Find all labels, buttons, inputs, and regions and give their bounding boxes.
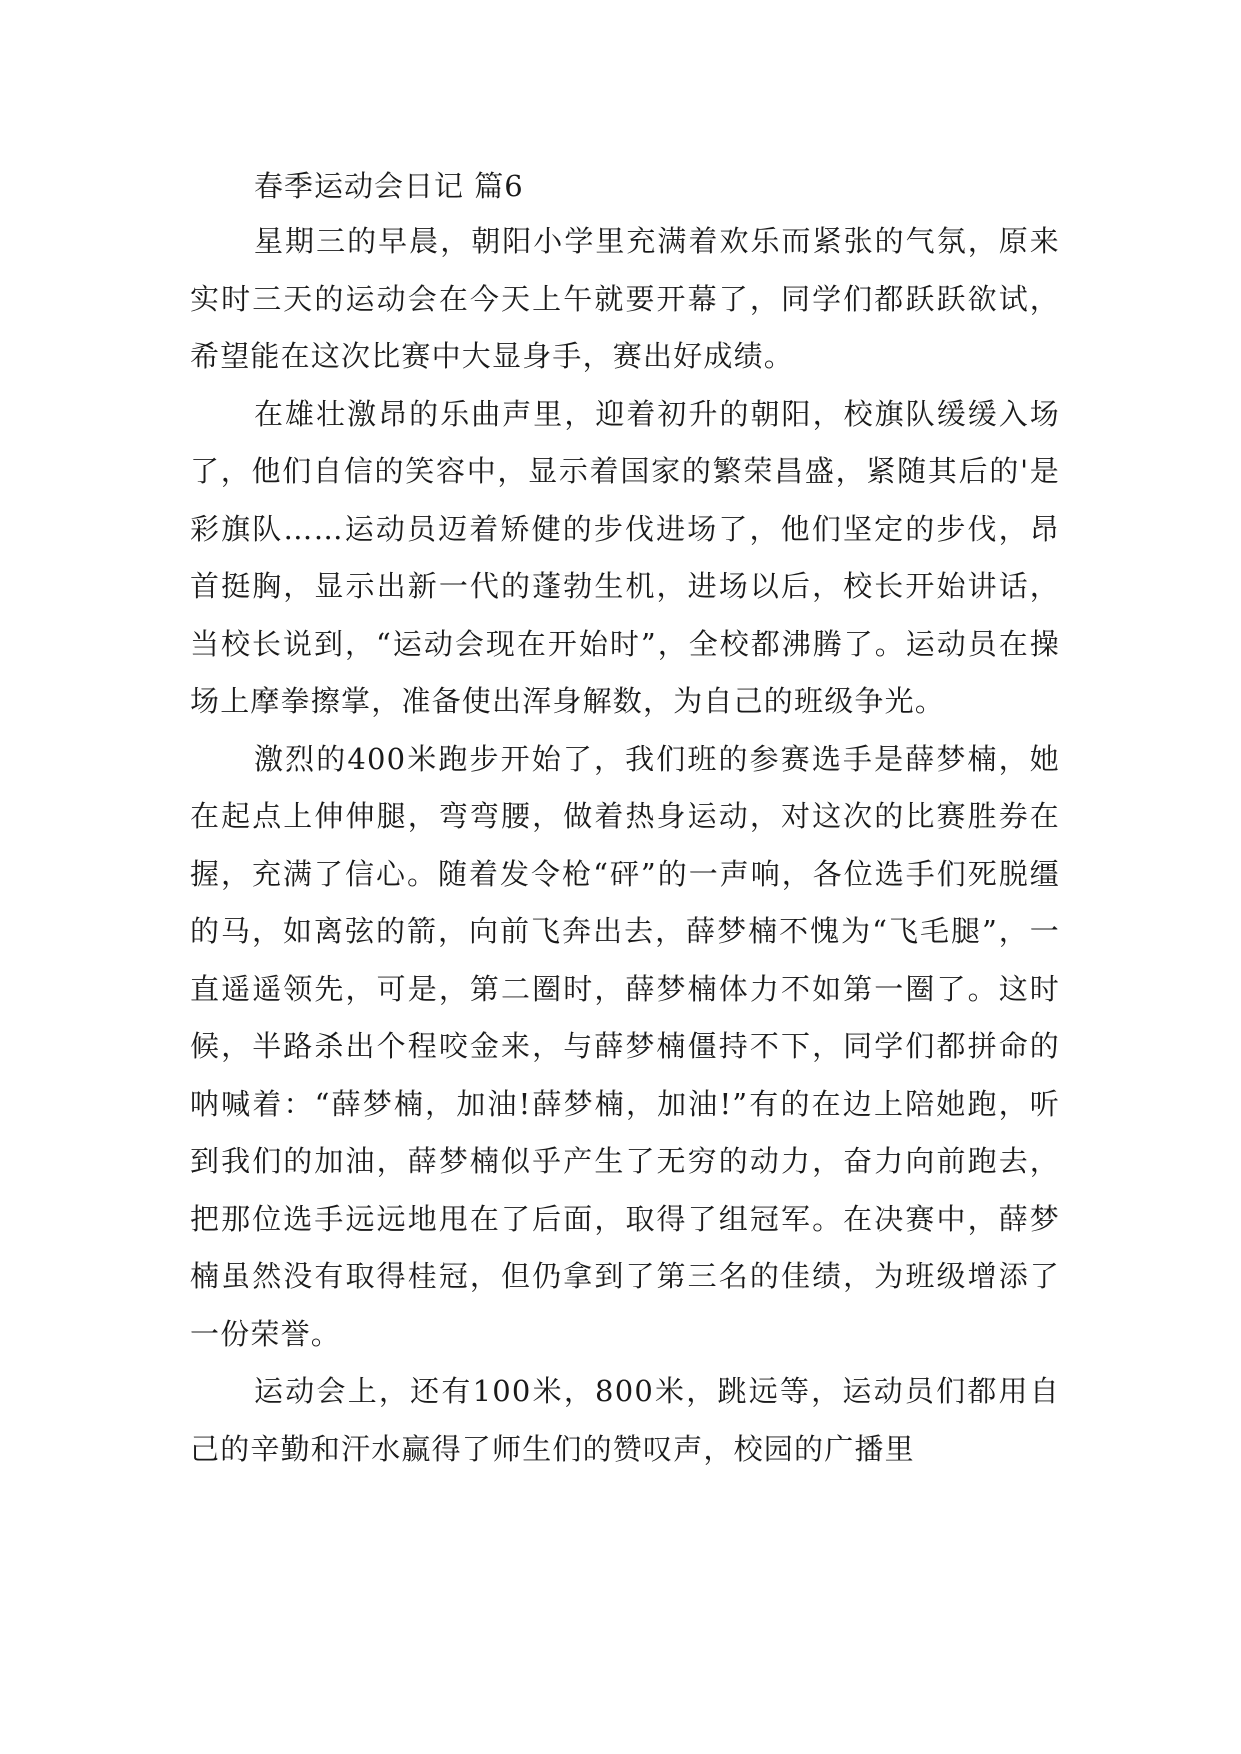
paragraph: 运动会上，还有100米，800米，跳远等，运动员们都用自己的辛勤和汗水赢得了师生们的赞叹声，校园的广播里 (190, 1374, 1060, 1466)
document-title: 春季运动会日记 篇6 (254, 169, 524, 203)
document-body (190, 160, 1060, 1478)
paragraph: 星期三的早晨，朝阳小学里充满着欢乐而紧张的气氛，原来实时三天的运动会在今天上午就要开幕了，同学们都跃跃欲试，希望能在这次比赛中大显身手，赛出好成绩。 (190, 224, 1060, 373)
paragraph: 激烈的400米跑步开始了，我们班的参赛选手是薛梦楠，她在起点上伸伸腿，弯弯腰，做着热身运动，对这次的比赛胜券在握，充满了信心。随着发令枪“砰”的一声响，各位选手们死脱缰的马，如离弦的箭，向前飞奔出去，薛梦楠不愧为“飞毛腿”，一直遥遥领先，可是，第二圈时，薛梦楠体力不如第一圈了。这时候，半路杀出个程咬金来，与薛梦楠僵持不下，同学们都拼命的呐喊着：“薛梦楠，加油!薛梦楠，加油!”有的在边上陪她跑，听到我们的加油，薛梦楠似乎产生了无穷的动力，奋力向前跑去，把那位选手远远地甩在了后面，取得了组冠军。在决赛中，薛梦楠虽然没有取得桂冠，但仍拿到了第三名的佳绩，为班级增添了一份荣誉。 (190, 741, 1060, 1351)
paragraph: 在雄壮激昂的乐曲声里，迎着初升的朝阳，校旗队缓缓入场了，他们自信的笑容中，显示着国家的繁荣昌盛，紧随其后的'是彩旗队……运动员迈着矫健的步伐进场了，他们坚定的步伐，昂首挺胸，显示出新一代的蓬勃生机，进场以后，校长开始讲话，当校长说到，“运动会现在开始时”，全校都沸腾了。运动员在操场上摩拳擦掌，准备使出浑身解数，为自己的班级争光。 (190, 396, 1060, 718)
